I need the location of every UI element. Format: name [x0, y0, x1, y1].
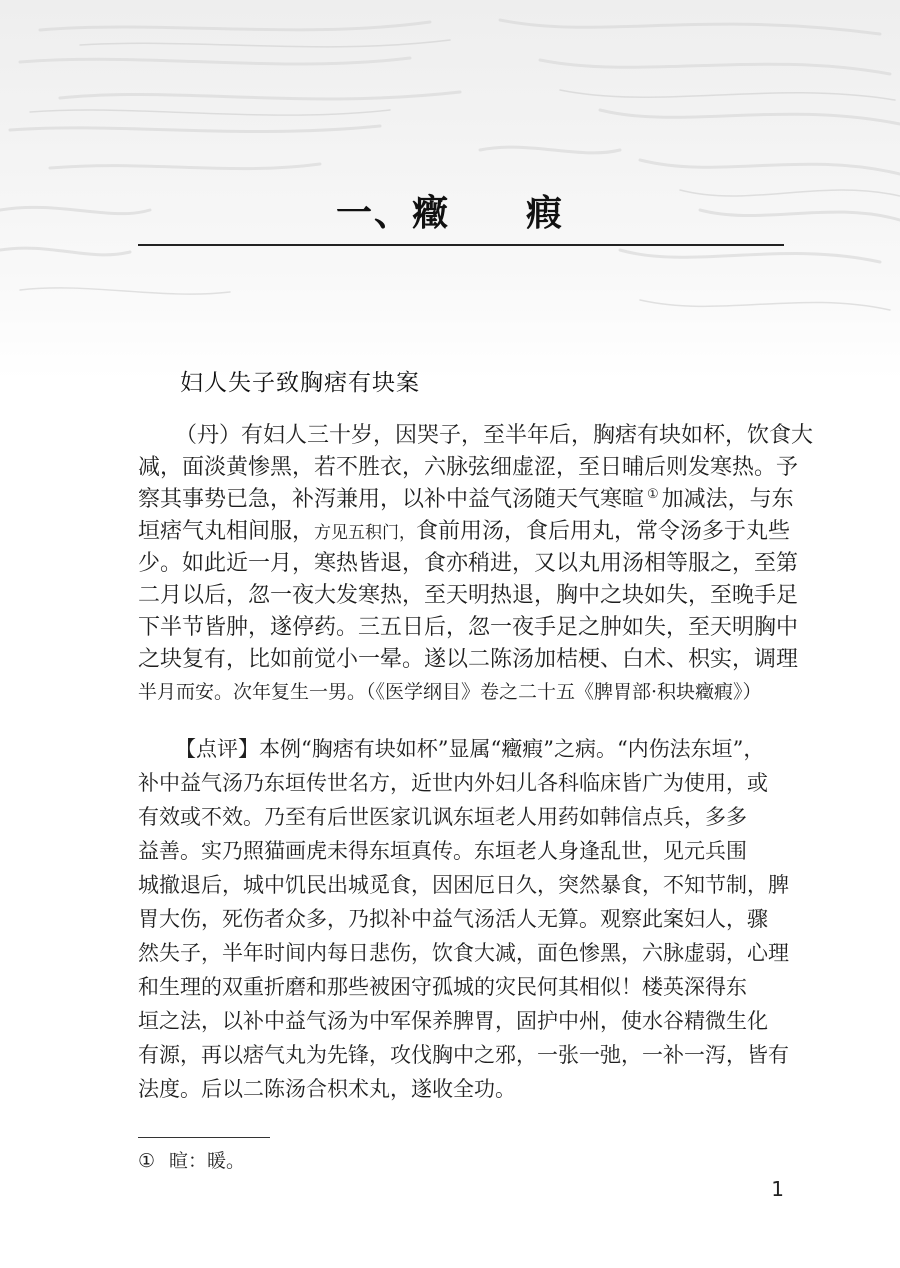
footnote-reference: ①: [647, 487, 659, 502]
commentary-line: 补中益气汤乃东垣传世名方，近世内外妇儿各科临床皆广为使用，或: [138, 771, 768, 795]
footnote-text: 暄：暖。: [169, 1150, 246, 1172]
commentary-line: 【点评】本例“胸痞有块如杯”显属“癥瘕”之病。“内伤法东垣”，: [175, 737, 765, 761]
footnote-marker: ①: [138, 1150, 156, 1172]
commentary-line: 然失子，半年时间内每日悲伤，饮食大减，面色惨黑，六脉虚弱，心理: [138, 941, 789, 965]
commentary-line: 胃大伤，死伤者众多，乃拟补中益气汤活人无算。观察此案妇人，骤: [138, 907, 768, 931]
body-line-source: 半月而安。次年复生一男。（《医学纲目》卷之二十五《脾胃部·积块癥瘕》）: [138, 681, 762, 703]
commentary-line: 法度。后以二陈汤合枳术丸，遂收全功。: [138, 1077, 516, 1101]
body-line: （丹）有妇人三十岁，因哭子，至半年后，胸痞有块如杯，饮食大: [175, 423, 814, 448]
chapter-title: 一、癥 瘕: [335, 192, 564, 234]
body-line: 下半节皆肿，遂停药。三五日后，忽一夜手足之肿如失，至天明胸中: [138, 615, 799, 640]
body-line-text: 察其事势已急，补泻兼用，以补中益气汤随天气寒暄: [138, 487, 645, 512]
commentary-line: 城撤退后，城中饥民出城觅食，因困厄日久，突然暴食，不知节制，脾: [138, 873, 789, 897]
inline-annotation: 方见五积门，: [314, 523, 417, 543]
body-line: 之块复有，比如前觉小一晕。遂以二陈汤加桔梗、白术、枳实，调理: [138, 647, 799, 672]
body-line: 二月以后，忽一夜大发寒热，至天明热退，胸中之块如失，至晚手足: [138, 583, 799, 608]
commentary-line: 垣之法，以补中益气汤为中军保养脾胃，固护中州，使水谷精微生化: [138, 1009, 768, 1033]
footnote: [138, 1146, 245, 1173]
case-body: [138, 420, 814, 708]
commentary: [138, 732, 788, 1106]
commentary-line: 和生理的双重折磨和那些被困守孤城的灾民何其相似！楼英深得东: [138, 975, 747, 999]
title-underline: [138, 244, 784, 246]
commentary-line: 有效或不效。乃至有后世医家讥讽东垣老人用药如韩信点兵，多多: [138, 805, 747, 829]
commentary-line: 有源，再以痞气丸为先锋，攻伐胸中之邪，一张一弛，一补一泻，皆有: [138, 1043, 789, 1067]
footnote-divider: [138, 1137, 270, 1138]
body-line: [138, 516, 791, 548]
body-line-text: 食前用汤，食后用丸，常令汤多于丸些: [416, 519, 791, 544]
body-line: 减，面淡黄惨黑，若不胜衣，六脉弦细虚涩，至日晡后则发寒热。予: [138, 455, 799, 480]
body-line-text: 垣痞气丸相间服，: [138, 519, 315, 544]
case-title: 妇人失子致胸痞有块案: [180, 370, 420, 396]
body-line: 少。如此近一月，寒热皆退，食亦稍进，又以丸用汤相等服之，至第: [138, 551, 799, 576]
page-number: 1: [771, 1177, 784, 1201]
commentary-line: 益善。实乃照猫画虎未得东垣真传。东垣老人身逢乱世，见元兵围: [138, 839, 747, 863]
body-line: [138, 484, 794, 516]
body-line-text: 加减法，与东: [661, 487, 794, 512]
